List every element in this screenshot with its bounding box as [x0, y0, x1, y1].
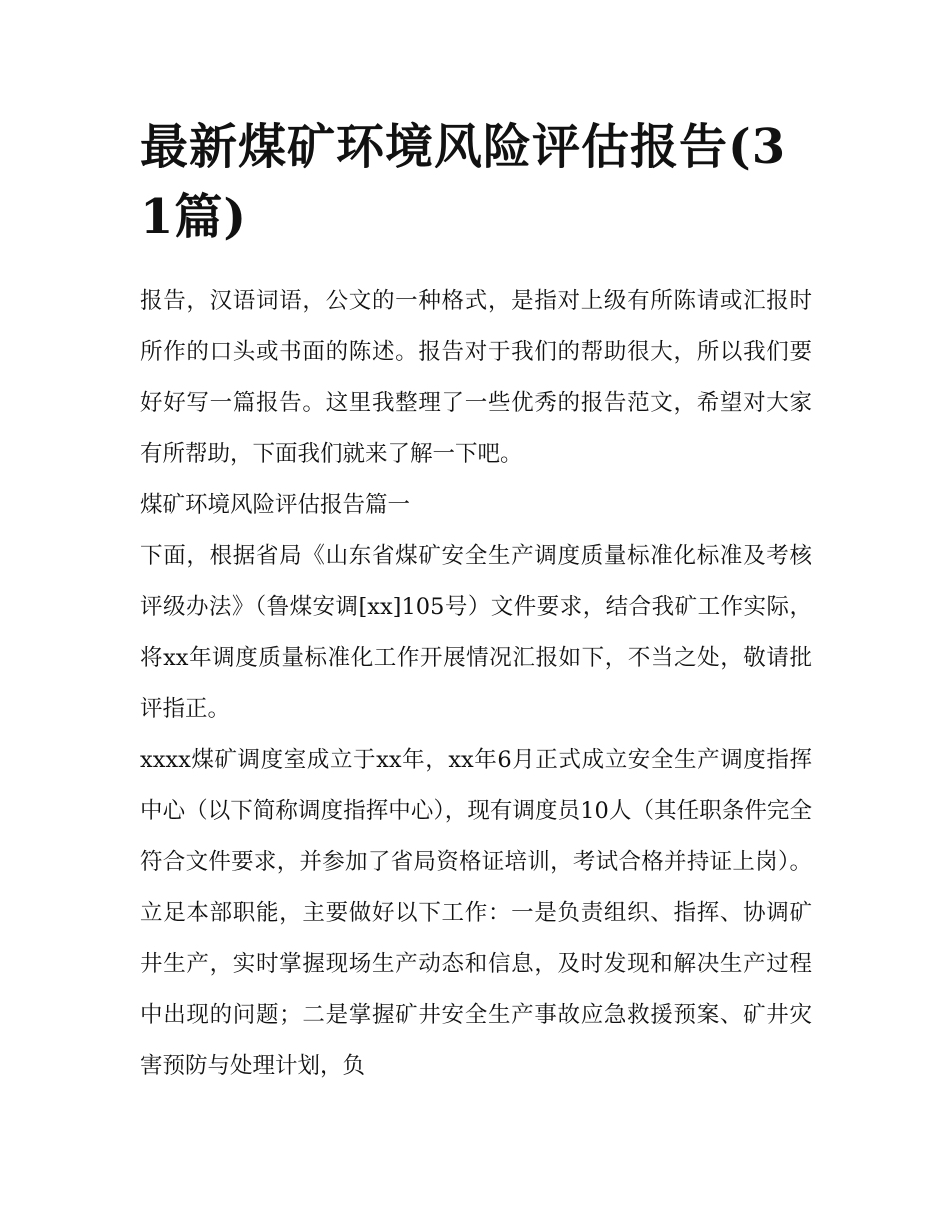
section-heading: 煤矿环境风险评估报告篇一 — [140, 492, 411, 518]
document-page — [140, 112, 812, 1092]
body-paragraph-1: 下面，根据省局《山东省煤矿安全生产调度质量标准化标准及考核评级办法》（鲁煤安调[xx]105号）文件要求，结合我矿工作实际，将xx年调度质量标准化工作开展情况汇报如下，不当之处，敬请批评指正。 — [140, 543, 812, 722]
document-title: 最新煤矿环境风险评估报告(31篇) — [140, 119, 787, 245]
body-paragraph-2: xxxx煤矿调度室成立于xx年，xx年6月正式成立安全生产调度指挥中心（以下简称调度指挥中心），现有调度员10人（其任职条件完全符合文件要求，并参加了省局资格证培训，考试合格并持证上岗）。立足本部职能，主要做好以下工作：一是负责组织、指挥、协调矿井生产，实时掌握现场生产动态和信息，及时发现和解决生产过程中出现的问题；二是掌握矿井安全生产事故应急救援预案、矿井灾害预防与处理计划，负 — [140, 747, 812, 1079]
intro-paragraph: 报告，汉语词语，公文的一种格式，是指对上级有所陈请或汇报时所作的口头或书面的陈述。报告对于我们的帮助很大，所以我们要好好写一篇报告。这里我整理了一些优秀的报告范文，希望对大家有所帮助，下面我们就来了解一下吧。 — [140, 288, 812, 467]
